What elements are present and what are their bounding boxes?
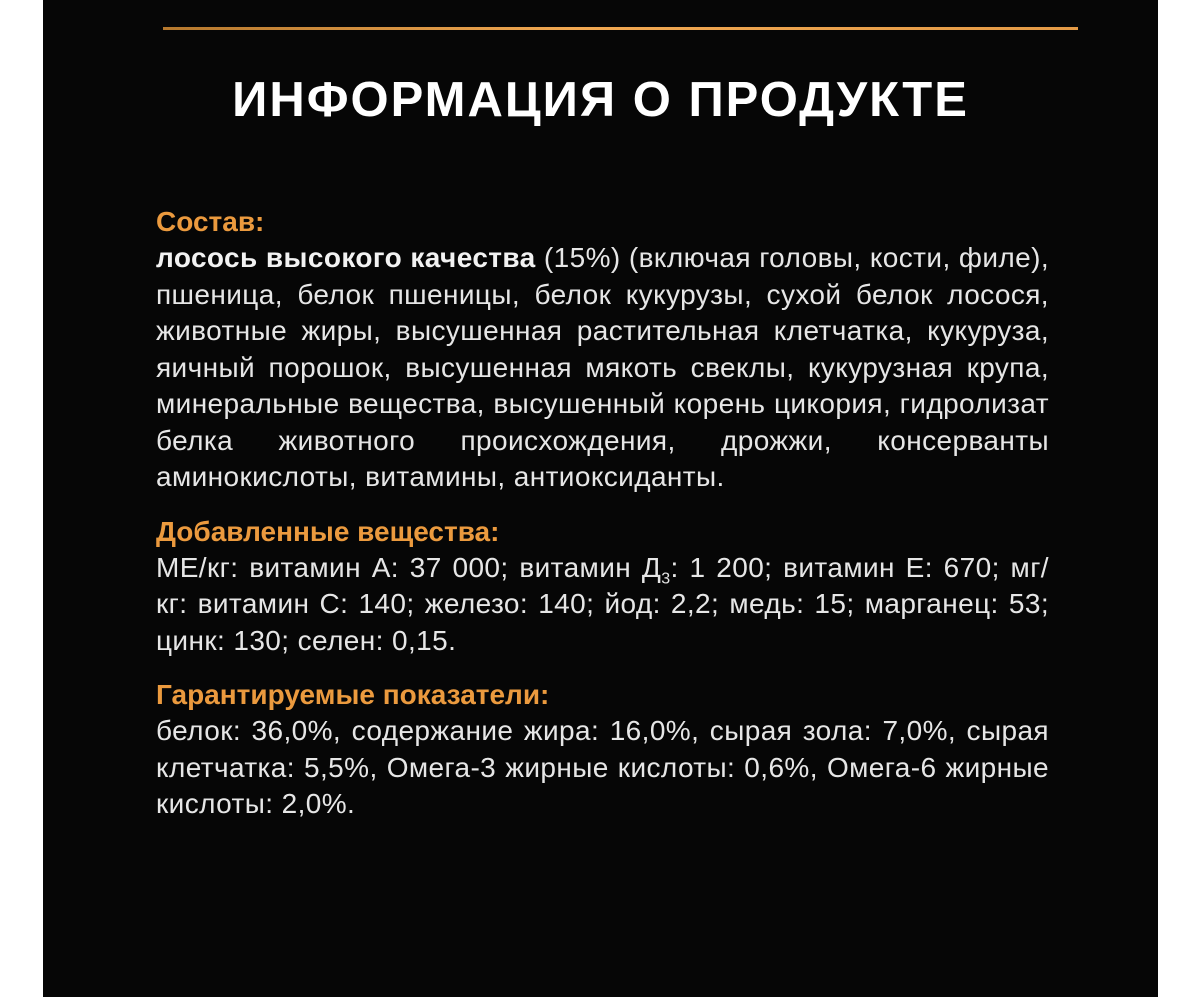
guaranteed-section <box>156 677 1049 823</box>
product-info-content <box>156 204 1049 823</box>
additives-text <box>156 550 1049 660</box>
product-info-panel <box>43 0 1158 997</box>
vitamin-d-subscript: 3 <box>661 570 671 588</box>
page-title: ИНФОРМАЦИЯ О ПРОДУКТЕ <box>232 73 969 127</box>
additives-heading: Добавленные вещества: <box>156 515 500 547</box>
additives-section <box>156 514 1049 660</box>
composition-lead: лосось высокого качества <box>156 242 536 273</box>
composition-heading: Состав: <box>156 206 265 237</box>
additives-text-end: : 1 200; витамин Е: 670; мг/кг: витамин С: 140; железо: 140; йод: 2,2; медь: 15; марганец: 53; цинк: 130; селен: 0,15. <box>156 551 1049 656</box>
composition-section <box>156 204 1049 496</box>
composition-text <box>156 240 1049 496</box>
guaranteed-heading: Гарантируемые показатели: <box>156 679 550 710</box>
guaranteed-text: белок: 36,0%, содержание жира: 16,0%, сырая зола: 7,0%, сырая клетчатка: 5,5%, Омега-3 жирные кислоты: 0,6%, Омега-6 жирные кислоты: 2,0%. <box>156 715 1049 819</box>
top-divider <box>163 27 1078 30</box>
composition-body: (15%) (включая головы, кости, филе), пшеница, белок пшеницы, белок кукурузы, сухой белок лосося, животные жиры, высушенная растительная клетчатка, кукуруза, яичный порошок, высушенная мякоть свеклы, кукурузная крупа, минеральные вещества, высушенный корень цикория, гидролизат белка животного происхождения, дрожжи, консерванты аминокислоты, витамины, антиоксиданты. <box>156 242 1049 492</box>
additives-text-start: МЕ/кг: витамин А: 37 000; витамин Д <box>156 551 662 583</box>
